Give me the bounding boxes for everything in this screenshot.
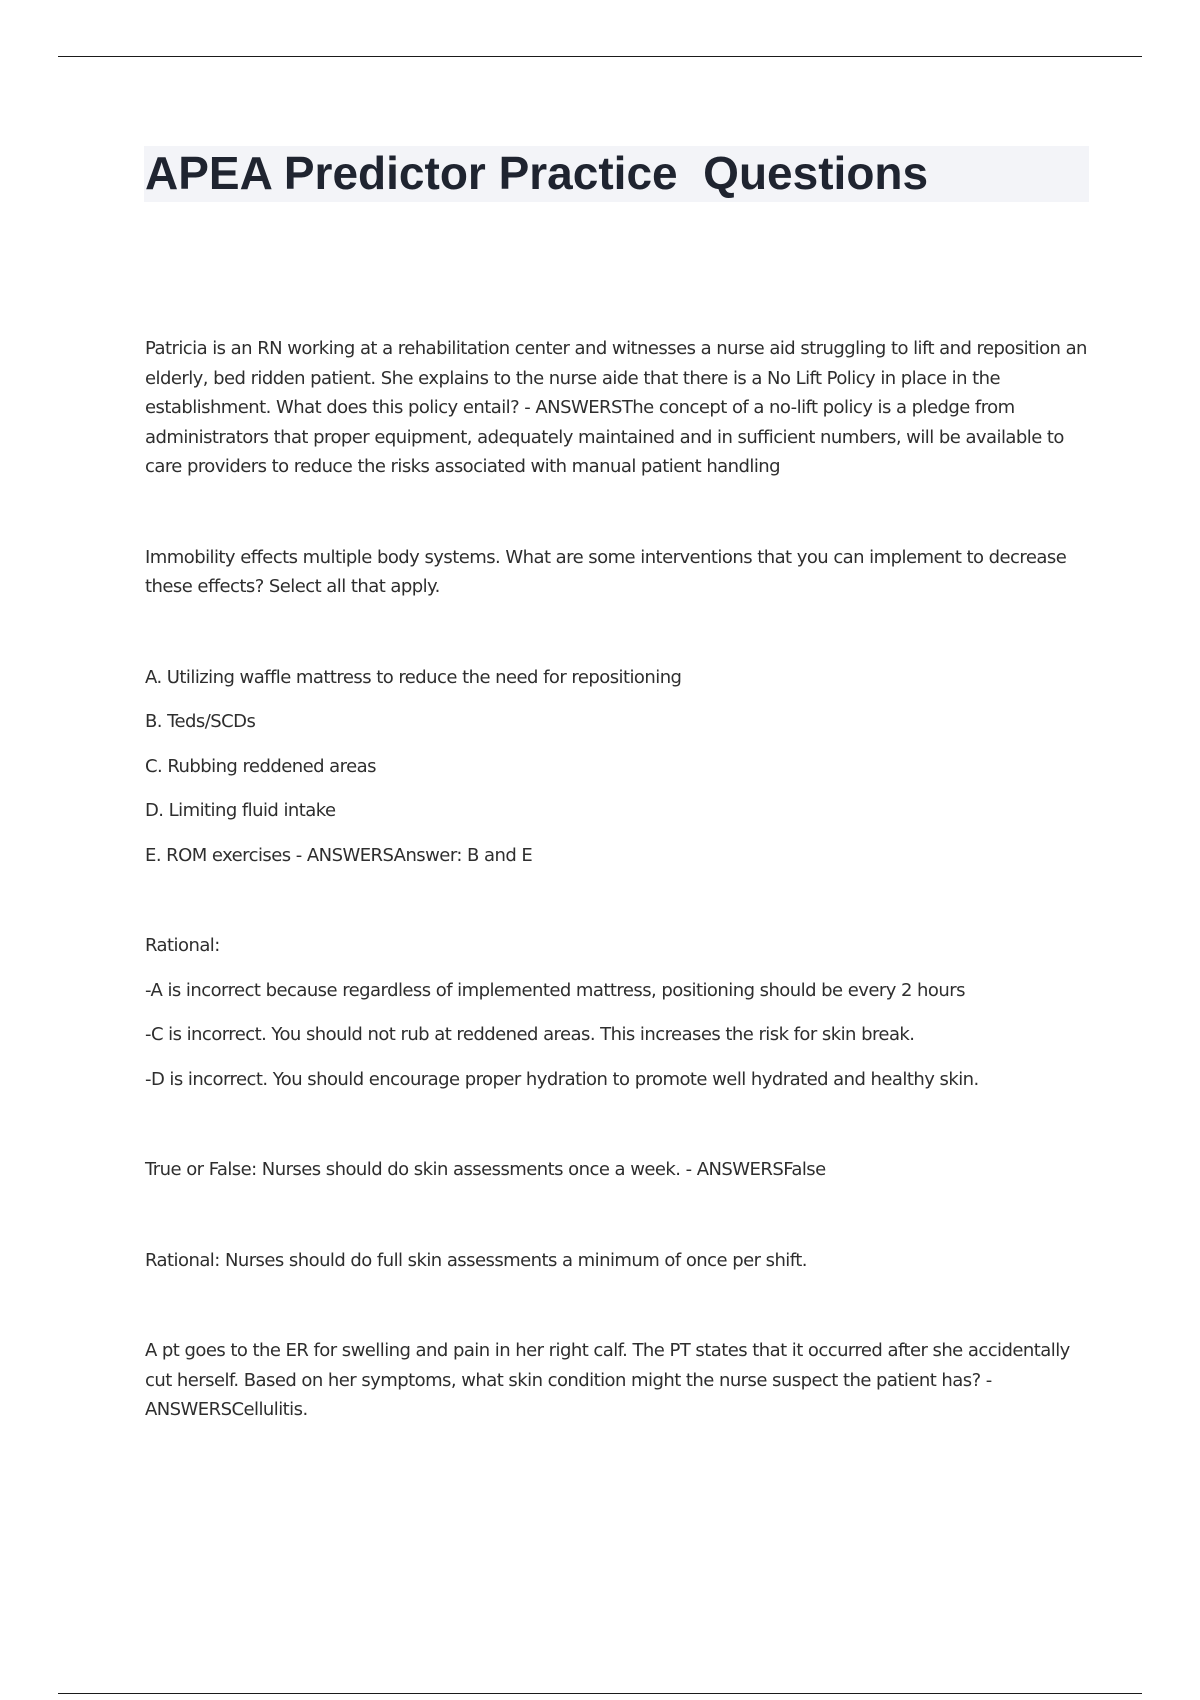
rationale-line: -A is incorrect because regardless of implemented mattress, positioning should be every 2 hours [145,979,965,1001]
answer-option-e: E. ROM exercises - ANSWERSAnswer: B and E [145,844,533,866]
document-title: APEA Predictor Practice Questions [145,147,929,199]
header-rule [58,56,1142,57]
rationale-line: -D is incorrect. You should encourage proper hydration to promote well hydrated and healthy skin. [145,1068,979,1090]
document-body [145,334,1095,1425]
rationale-paragraph: Rational: Nurses should do full skin assessments a minimum of once per shift. [145,1249,807,1271]
rationale-line: -C is incorrect. You should not rub at reddened areas. This increases the risk for skin break. [145,1024,915,1045]
answer-option-a: A. Utilizing waffle mattress to reduce the need for repositioning [145,666,682,688]
question-paragraph: Immobility effects multiple body systems. What are some interventions that you can implement to decrease these effects? Select all that apply. [145,546,1067,597]
answer-option-c: C. Rubbing reddened areas [145,755,376,777]
answer-option-b: B. Teds/SCDs [145,711,256,732]
question-paragraph: A pt goes to the ER for swelling and pain in her right calf. The PT states that it occurred after she accidentally cut herself. Based on her symptoms, what skin condition might the nurse suspect the patient has? - ANSWERSCellulitis. [145,1340,1070,1420]
question-paragraph: True or False: Nurses should do skin assessments once a week. - ANSWERSFalse [145,1159,826,1180]
answer-option-d: D. Limiting fluid intake [145,800,336,821]
question-paragraph: Patricia is an RN working at a rehabilitation center and witnesses a nurse aid struggling to lift and reposition an elderly, bed ridden patient. She explains to the nurse aide that there is a No Lift Policy in place in the establishment. What does this policy entail? - ANSWERSThe concept of a no-lift policy is a pledge from administrators that proper equipment, adequately maintained and in sufficient numbers, will be available to care providers to reduce the risks associated with manual patient handling [145,338,1087,477]
footer-rule [58,1693,1142,1694]
rationale-heading: Rational: [145,935,220,956]
